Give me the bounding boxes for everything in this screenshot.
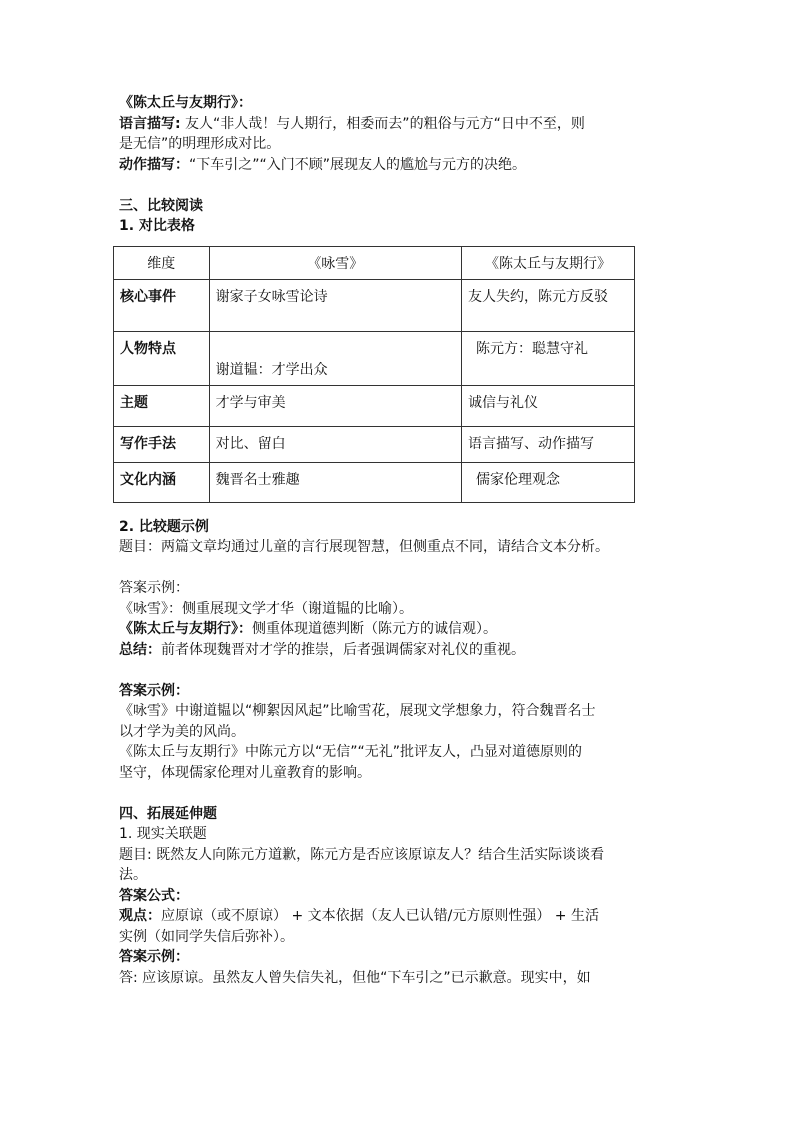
action-label: 动作描写： [119,156,189,173]
answer-paragraph-line: 以才学为美的风尚。 [119,723,245,740]
table-cell-dimension: 主题 [114,385,210,426]
viewpoint-label: 观点： [119,908,161,924]
table-row [114,462,635,502]
table-header-chen: 《陈太丘与友期行》 [462,246,635,279]
compare-question: 题目：两篇文章均通过儿童的言行展现智慧，但侧重点不同，请结合文本分析。 [119,539,609,555]
answer-formula-cont: 实例（如同学失信后弥补）。 [119,928,294,945]
table-cell-dimension: 文化内涵 [114,462,210,502]
table-cell-dimension: 核心事件 [114,279,210,331]
table-row [114,385,635,426]
answer-example-title-3: 答案示例： [119,949,189,965]
table-row [114,426,635,462]
table-cell-yongxue: 对比、留白 [209,426,461,462]
summary-text: 前者体现魏晋对才学的推崇，后者强调儒家对礼仪的重视。 [161,641,525,658]
language-text-cont: 是无信”的明理形成对比。 [119,136,281,152]
table-header-dimension: 维度 [114,246,210,279]
summary-label: 总结： [119,641,161,658]
table-cell-chen: 儒家伦理观念 [462,462,635,502]
action-description [119,155,679,176]
answer-example-title-2: 答案示例： [119,682,189,699]
table-row [114,331,635,385]
answer-formula-title: 答案公式： [119,887,189,904]
language-description [119,114,679,135]
table-cell-yongxue: 魏晋名士雅趣 [209,462,461,502]
reality-question: 题目: 既然友人向陈元方道歉，陈元方是否应该原谅友人？结合生活实际谈谈看 [119,846,605,863]
subsection-compare-title: 2. 比较题示例 [119,518,209,535]
table-cell-chen: 友人失约，陈元方反驳 [462,279,635,331]
answer-example-title: 答案示例： [119,580,189,596]
answer-chen-label: 《陈太丘与友期行》： [119,621,252,637]
section-title-four: 四、拓展延伸题 [119,805,217,822]
answer-paragraph-line: 坚守，体现儒家伦理对儿童教育的影响。 [119,764,371,781]
answer-example-text: 答: 应该原谅。虽然友人曾失信失礼，但他“下车引之”已示歉意。现实中，如 [119,969,591,986]
answer-chen [119,619,679,640]
answer-formula [119,906,679,927]
table-cell-dimension: 写作手法 [114,426,210,462]
table-header-row [114,246,635,279]
answer-paragraph-line: 《陈太丘与友期行》中陈元方以“无信”“无礼”批评友人，凸显对道德原则的 [119,744,583,760]
table-cell-chen: 诚信与礼仪 [462,385,635,426]
table-cell-chen: 语言描写、动作描写 [462,426,635,462]
section-heading-chen: 《陈太丘与友期行》： [119,95,252,111]
reality-question-cont: 法。 [119,867,147,883]
table-cell-yongxue: 才学与审美 [209,385,461,426]
answer-yongxue: 《咏雪》：侧重展现文学才华（谢道韫的比喻）。 [119,600,413,617]
subsection-table-title: 1. 对比表格 [119,218,195,234]
viewpoint-text: 应原谅（或不原谅） + 文本依据（友人已认错/元方原则性强） + 生活 [161,908,599,924]
table-header-yongxue: 《咏雪》 [209,246,461,279]
table-row [114,279,635,331]
table-cell-chen: 陈元方：聪慧守礼 [462,331,635,385]
language-label: 语言描写: [119,115,181,132]
action-text: “下车引之”“入门不顾”展现友人的尴尬与元方的决绝。 [189,156,527,173]
subsection-reality-title: 1. 现实关联题 [119,826,207,842]
table-cell-yongxue: 谢家子女咏雪论诗 [209,279,461,331]
comparison-table [113,246,635,503]
answer-paragraph-line: 《咏雪》中谢道韫以“柳絮因风起”比喻雪花，展现文学想象力，符合魏晋名士 [119,703,596,719]
answer-summary [119,640,679,661]
section-title-three: 三、比较阅读 [119,197,203,214]
language-text: 友人“非人哉！与人期行，相委而去”的粗俗与元方“日中不至，则 [180,115,585,132]
document-page [119,93,679,988]
table-cell-yongxue: 谢道韫：才学出众 [209,331,461,385]
answer-chen-text: 侧重体现道德判断（陈元方的诚信观）。 [252,621,497,637]
table-cell-dimension: 人物特点 [114,331,210,385]
